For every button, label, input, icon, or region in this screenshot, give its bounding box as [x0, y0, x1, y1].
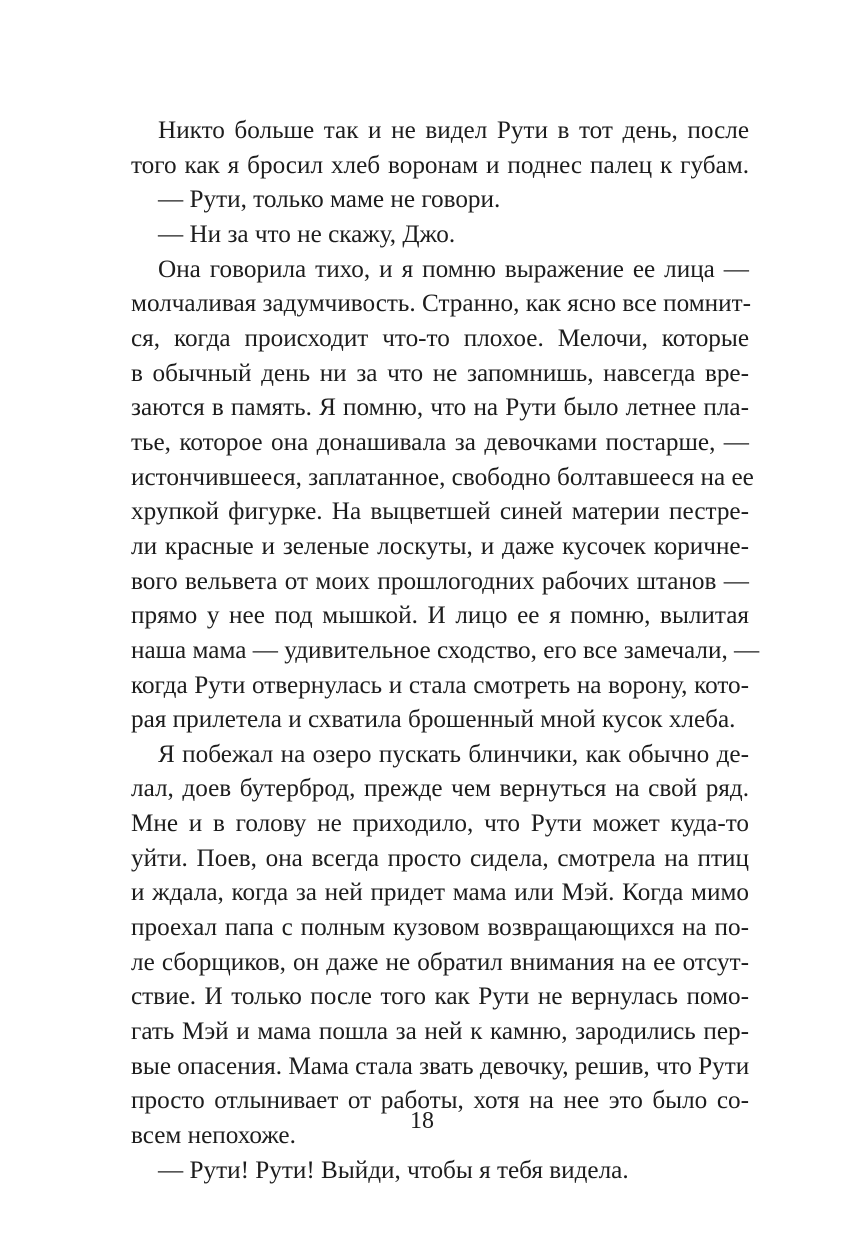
text-line: гать Мэй и мама пошла за ней к камню, зародились пер-	[131, 1018, 749, 1046]
text-line: Она говорила тихо, и я помню выражение ее лица —	[158, 255, 749, 283]
text-line: ся, когда происходит что-то плохое. Мелочи, которые	[131, 324, 749, 352]
text-line: и ждала, когда за ней придет мама или Мэй. Когда мимо	[131, 879, 749, 907]
text-line: уйти. Поев, она всегда просто сидела, смотрела на птиц	[131, 844, 749, 872]
text-line: ствие. И только после того как Рути не вернулась помо-	[131, 983, 749, 1011]
text-line: лал, доев бутерброд, прежде чем вернуться на свой ряд.	[131, 775, 749, 803]
text-line: прямо у нее под мышкой. И лицо ее я помню, вылитая	[131, 602, 749, 630]
text-line: молчаливая задумчивость. Странно, как ясно все помнит-	[131, 290, 752, 318]
dialogue-line: — Рути! Рути! Выйди, чтобы я тебя видела.	[158, 1156, 629, 1184]
text-line: проехал папа с полным кузовом возвращающихся на по-	[131, 914, 749, 942]
page-number: 18	[410, 1108, 434, 1134]
text-line: тье, которое она донашивала за девочками постарше, —	[131, 428, 749, 456]
text-line: истончившееся, заплатанное, свободно болтавшееся на ее	[131, 463, 754, 491]
text-line: наша мама — удивительное сходство, его все замечали, —	[131, 636, 760, 664]
text-line: вого вельвета от моих прошлогодних рабочих штанов —	[131, 567, 749, 595]
text-line: рая прилетела и схватила брошенный мной кусок хлеба.	[131, 706, 736, 734]
text-line: когда Рути отвернулась и стала смотреть на ворону, кото-	[131, 671, 749, 699]
dialogue-line: — Рути, только маме не говори.	[158, 186, 501, 214]
text-line: в обычный день ни за что не запомнишь, навсегда вре-	[131, 359, 749, 387]
text-line: ле сборщиков, он даже не обратил внимания на ее отсут-	[131, 948, 749, 976]
text-line: просто отлынивает от работы, хотя на нее это было со-	[131, 1087, 749, 1115]
text-line: вые опасения. Мама стала звать девочку, решив, что Рути	[131, 1052, 750, 1080]
text-line: ли красные и зеленые лоскуты, и даже кусочек коричне-	[131, 532, 749, 560]
text-line: Никто больше так и не видел Рути в тот день, после	[158, 117, 749, 144]
text-line: Я побежал на озеро пускать блинчики, как обычно де-	[158, 740, 749, 768]
text-line: Мне и в голову не приходило, что Рути может куда-то	[131, 810, 749, 838]
text-line: того как я бросил хлеб воронам и поднес палец к губам.	[131, 151, 749, 179]
text-line: хрупкой фигурке. На выцветшей синей материи пестре-	[131, 498, 749, 526]
dialogue-line: — Ни за что не скажу, Джо.	[158, 220, 456, 248]
text-line: заются в память. Я помню, что на Рути было летнее пла-	[131, 394, 749, 422]
body-text	[131, 114, 760, 1188]
text-line: всем непохоже.	[131, 1122, 296, 1150]
